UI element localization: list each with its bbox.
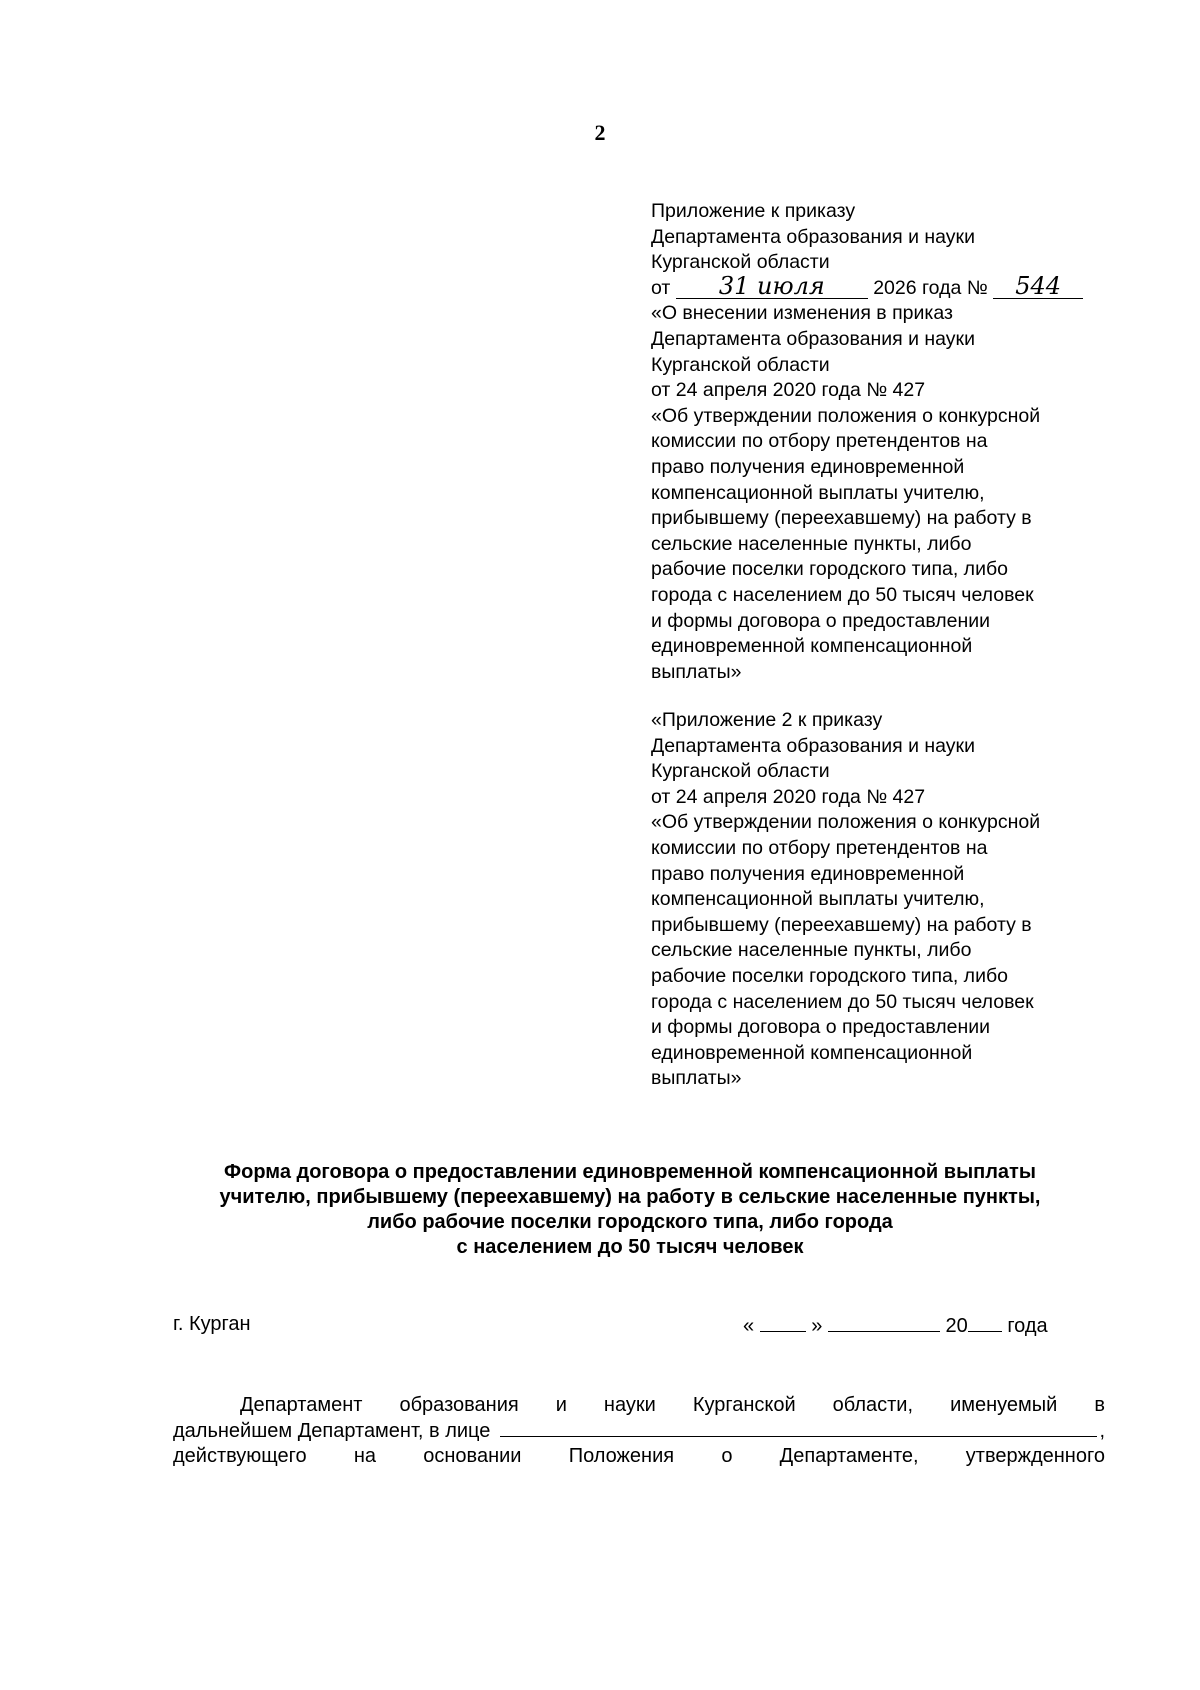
appendix-line: выплаты» [651,1067,742,1090]
appendix-line: выплаты» [651,660,742,683]
appendix-line: прибывшему (переехавшему) на работу в [651,913,1032,936]
date-prefix: от [651,276,671,299]
appendix-line: от 24 апреля 2020 года № 427 [651,379,926,402]
paragraph-line-1 [173,1393,1105,1418]
appendix-order-header [651,199,1121,685]
word: Положения [568,1445,675,1467]
contract-date-blank [743,1313,1048,1338]
appendix-line: комиссии по отбору претендентов на [651,836,988,859]
word: основании [423,1445,522,1467]
appendix-line: сельские населенные пункты, либо [651,532,972,555]
appendix-line: прибывшему (переехавшему) на работу в [651,507,1032,530]
appendix-line: «Об утверждении положения о конкурсной [651,811,1041,834]
form-title-line: либо рабочие поселки городского типа, либо города [367,1211,893,1233]
appendix-line: Курганской области [651,251,830,274]
appendix-line: рабочие поселки городского типа, либо [651,558,1008,581]
appendix-line: Приложение к приказу [651,200,856,222]
appendix-line: компенсационной выплаты учителю, [651,888,985,911]
appendix-line: от 24 апреля 2020 года № 427 [651,785,926,808]
appendix-line: рабочие поселки городского типа, либо [651,964,1008,987]
appendix-line: сельские населенные пункты, либо [651,939,972,962]
contract-preamble [173,1393,1105,1469]
form-title-line: Форма договора о предоставлении единовременной компенсационной выплаты [224,1161,1036,1183]
appendix-line: единовременной компенсационной [651,1041,973,1064]
word: Курганской [692,1394,796,1416]
open-quote: « [743,1315,755,1337]
appendix-line: комиссии по отбору претендентов на [651,430,988,453]
city-label: г. Курган [173,1313,251,1335]
word: утвержденного [965,1445,1105,1467]
form-title-line: с населением до 50 тысяч человек [456,1236,804,1258]
appendix-line: Департамента образования и науки [651,327,975,350]
appendix-line: Департамента образования и науки [651,225,975,248]
appendix-line: Курганской области [651,760,830,783]
word: на [353,1445,377,1467]
word: действующего [173,1445,307,1467]
appendix-line: компенсационной выплаты учителю, [651,481,985,504]
word: Департаменте, [779,1445,919,1467]
month-blank [828,1313,940,1332]
appendix-2-header [651,708,1121,1092]
appendix-line: и формы договора о предоставлении [651,1016,991,1039]
word: и [555,1394,567,1416]
appendix-line: Курганской области [651,353,830,376]
representative-blank [500,1418,1097,1437]
appendix-line: единовременной компенсационной [651,635,973,658]
appendix-line: «Об утверждении положения о конкурсной [651,404,1041,427]
line-end: , [1099,1420,1105,1442]
paragraph-line-3 [173,1444,1105,1469]
word: Департамент [240,1394,363,1416]
appendix-line: «О внесении изменения в приказ [651,302,953,325]
word: области, [832,1394,914,1416]
handwritten-order-number: 544 [993,276,1083,299]
word: о [721,1445,733,1467]
appendix-line: города с населением до 50 тысяч человек [651,583,1034,606]
paragraph-line-2 [173,1418,1105,1444]
line-text: дальнейшем Департамент, в лице [173,1420,491,1442]
year-blank [968,1313,1002,1332]
word: науки [603,1394,656,1416]
appendix-line: Департамента образования и науки [651,734,975,757]
word: образования [399,1394,519,1416]
close-quote: » [811,1315,823,1337]
page-number: 2 [594,120,606,145]
appendix-line: и формы договора о предоставлении [651,609,991,632]
handwritten-date: 31 июля [676,276,868,299]
appendix-line: города с населением до 50 тысяч человек [651,990,1034,1013]
appendix-line: право получения единовременной [651,862,965,885]
appendix-line: право получения единовременной [651,455,965,478]
year-text: 2026 года № [873,276,988,299]
word: в [1094,1394,1105,1416]
day-blank [760,1313,806,1332]
year-word: года [1007,1315,1048,1337]
order-date-line [651,271,1121,302]
century-text: 20 [945,1315,968,1337]
word: именуемый [950,1394,1058,1416]
appendix-line: «Приложение 2 к приказу [651,709,883,731]
form-title-line: учителю, прибывшему (переехавшему) на работу в сельские населенные пункты, [219,1186,1041,1208]
form-title [150,1160,1110,1260]
